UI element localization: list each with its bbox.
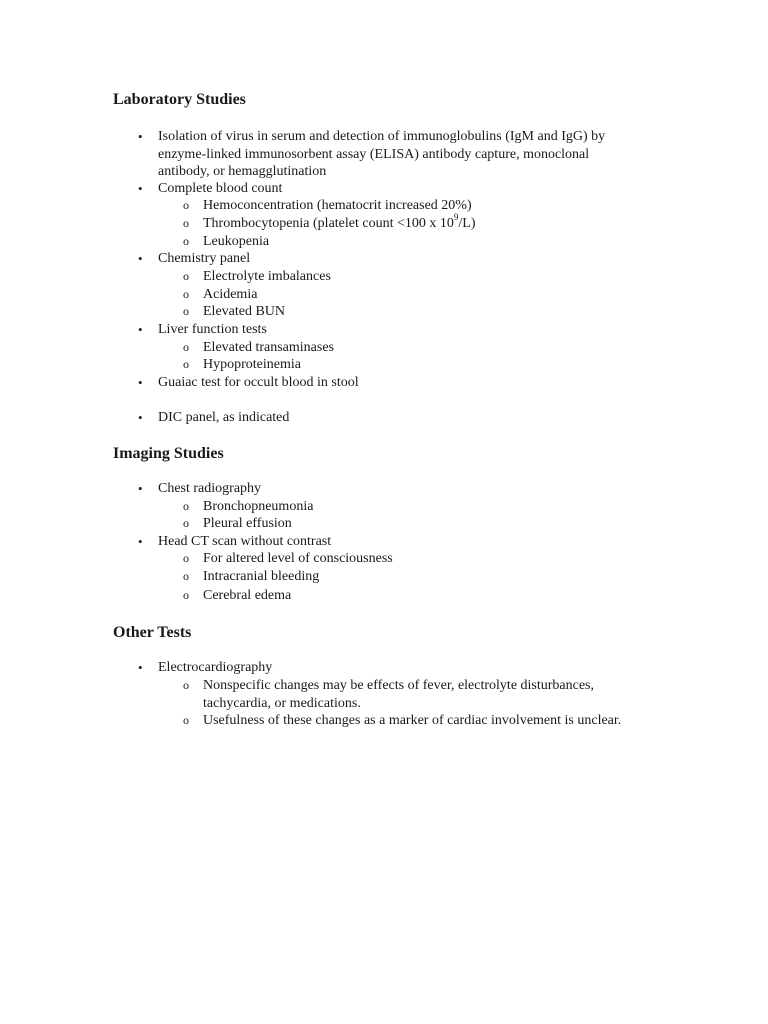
section-heading: Imaging Studies (113, 445, 224, 462)
bullet-icon: • (138, 181, 143, 196)
sub-item-usefulness-unclear: Usefulness of these changes as a marker of cardiac involvement is unclear. (203, 713, 622, 728)
sub-bullet-icon: o (183, 216, 189, 230)
list-item-liver-function-tests: Liver function tests (158, 322, 267, 337)
bullet-icon: • (138, 660, 143, 675)
list-item-electrocardiography: Electrocardiography (158, 660, 273, 675)
sub-bullet-icon: o (183, 269, 189, 283)
bullet-icon: • (138, 375, 143, 390)
sub-item-thrombocytopenia (203, 212, 653, 233)
sub-bullet-icon: o (183, 234, 189, 248)
list-item-dic-panel: DIC panel, as indicated (158, 410, 290, 425)
sub-bullet-icon: o (183, 357, 189, 371)
sub-item-hemoconcentration: Hemoconcentration (hematocrit increased 20%) (203, 198, 472, 213)
list-item-chemistry-panel: Chemistry panel (158, 251, 251, 266)
section-heading: Other Tests (113, 624, 192, 641)
sub-bullet-icon: o (183, 678, 189, 692)
sub-item-leukopenia: Leukopenia (203, 234, 270, 249)
bullet-icon: • (138, 481, 143, 496)
list-item-complete-blood-count: Complete blood count (158, 181, 283, 196)
sub-item-hypoproteinemia: Hypoproteinemia (203, 357, 301, 372)
sub-item-cerebral-edema: Cerebral edema (203, 588, 292, 603)
bullet-icon: • (138, 410, 143, 425)
bullet-icon: • (138, 251, 143, 266)
sub-item-elevated-bun: Elevated BUN (203, 304, 286, 319)
sub-item-altered-consciousness: For altered level of consciousness (203, 551, 393, 566)
sub-bullet-icon: o (183, 499, 189, 513)
sub-item-acidemia: Acidemia (203, 287, 258, 302)
sub-bullet-icon: o (183, 569, 189, 583)
sub-bullet-icon: o (183, 198, 189, 212)
sub-item-elevated-transaminases: Elevated transaminases (203, 340, 335, 355)
bullet-icon: • (138, 322, 143, 337)
section-heading: Laboratory Studies (113, 91, 246, 108)
platelet-exponent: 9 (453, 212, 459, 223)
sub-item-thrombocytopenia-text: Thrombocytopenia (platelet count <100 x 10 (203, 216, 454, 231)
sub-bullet-icon: o (183, 516, 189, 530)
bullet-icon: • (138, 534, 143, 549)
sub-item-nonspecific-changes: Nonspecific changes may be effects of fever, electrolyte disturbances, tachycardia, or medications. (203, 678, 595, 711)
sub-item-electrolyte-imbalances: Electrolyte imbalances (203, 269, 331, 284)
sub-item-pleural-effusion: Pleural effusion (203, 516, 292, 531)
list-item-head-ct-scan: Head CT scan without contrast (158, 534, 332, 549)
sub-bullet-icon: o (183, 304, 189, 318)
sub-bullet-icon: o (183, 340, 189, 354)
list-item-virus-isolation: Isolation of virus in serum and detection of immunoglobulins (IgM and IgG) by enzyme-linked immunosorbent assay (ELISA) antibody capture, monoclonal antibody, or hemagglutination (158, 129, 606, 180)
sub-item-intracranial-bleeding: Intracranial bleeding (203, 569, 320, 584)
sub-bullet-icon: o (183, 551, 189, 565)
bullet-icon: • (138, 129, 143, 144)
list-item-guaiac-test: Guaiac test for occult blood in stool (158, 375, 359, 390)
sub-bullet-icon: o (183, 713, 189, 727)
sub-bullet-icon: o (183, 588, 189, 602)
list-item-chest-radiography: Chest radiography (158, 481, 262, 496)
sub-bullet-icon: o (183, 287, 189, 301)
platelet-unit: /L) (458, 216, 476, 231)
sub-item-bronchopneumonia: Bronchopneumonia (203, 499, 314, 514)
